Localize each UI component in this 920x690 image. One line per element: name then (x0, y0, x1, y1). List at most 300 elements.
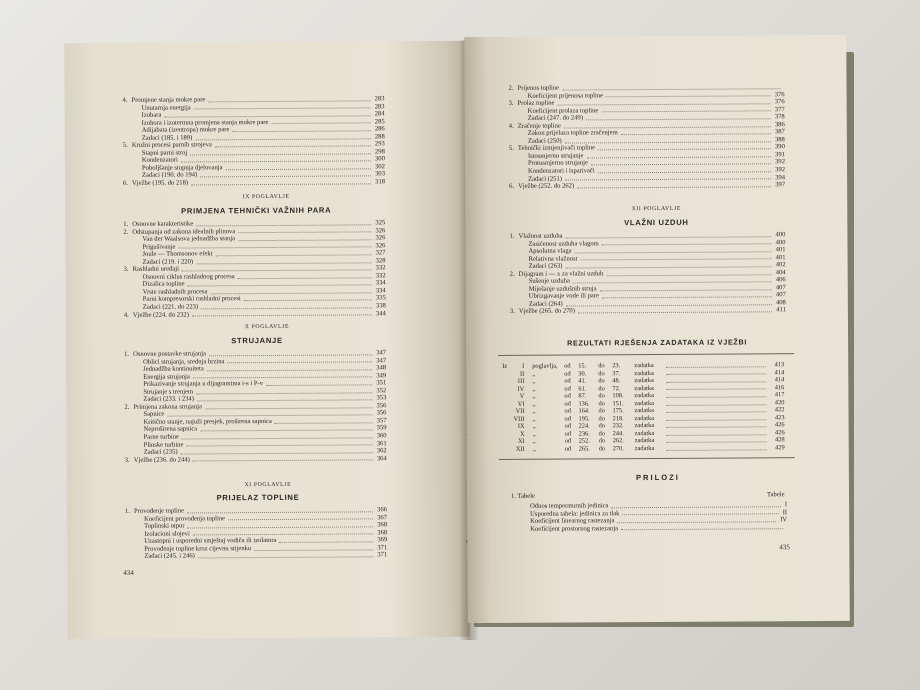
results-od: od (564, 362, 571, 370)
results-from: 164. (578, 407, 590, 415)
dot-leader (211, 292, 372, 294)
entry-page: II (782, 508, 788, 516)
dot-leader (580, 259, 771, 261)
entry-page: 371 (377, 544, 388, 552)
results-page: 416 (774, 383, 785, 391)
results-page: 426 (775, 429, 785, 437)
results-label: zadatka (634, 392, 654, 400)
results-roman: X (519, 430, 525, 438)
dot-leader (667, 427, 767, 429)
results-page: 423 (774, 414, 785, 422)
results-word: ,, (532, 415, 536, 423)
results-label: zadatka (634, 422, 655, 430)
results-word: ,, (532, 392, 536, 400)
entry-title: Prolaz topline (517, 99, 555, 107)
results-od: od (564, 430, 572, 438)
results-do: do (598, 422, 606, 430)
appendix-heading-right: Tabele (766, 491, 785, 499)
entry-page: 344 (375, 309, 386, 317)
entry-page: 334 (375, 287, 386, 295)
dot-leader (192, 315, 372, 317)
dot-leader (188, 526, 374, 528)
results-word: ,, (532, 430, 536, 438)
dot-leader (275, 422, 373, 424)
entry-page: 401 (775, 253, 786, 261)
dot-leader (238, 239, 371, 241)
dot-leader (254, 549, 373, 551)
entry-page: 407 (775, 291, 786, 299)
entry-page: 390 (774, 143, 785, 151)
results-do: do (598, 430, 606, 438)
entry-title: Vježbe (195. do 218) (132, 179, 189, 187)
results-do: do (598, 362, 605, 370)
results-label: zadatka (634, 369, 654, 377)
dot-leader (577, 186, 771, 188)
entry-title: Provođenje topline kroz cijevnu stijenku (144, 544, 252, 553)
results-do: do (598, 407, 605, 415)
dot-leader (209, 354, 372, 356)
results-roman: VI (517, 400, 525, 408)
results-from: 252. (578, 437, 590, 445)
entry-page: 332 (375, 264, 386, 272)
results-word: ,, (532, 445, 536, 453)
results-do: do (598, 384, 605, 392)
dot-leader (617, 521, 776, 523)
entry-page: 400 (775, 231, 786, 239)
entry-page: 402 (775, 261, 786, 269)
entry-title: Vježbe (265. do 270) (518, 307, 575, 316)
results-from: 87. (578, 392, 587, 400)
entry-title: Zadaci (233. i 234) (143, 395, 194, 404)
entry-page: 326 (375, 226, 386, 234)
dot-leader (205, 407, 373, 409)
dot-leader (666, 404, 766, 406)
dot-leader (227, 362, 372, 364)
dot-leader (182, 437, 373, 439)
dot-leader (666, 389, 766, 391)
toc-chapter-xii (509, 231, 786, 316)
dot-leader (232, 130, 370, 132)
entry-title: Kondenzatori (141, 156, 178, 165)
entry-title: Izolacioni slojevi (144, 530, 190, 538)
entry-title: Primjena zakona strujanja (133, 403, 202, 411)
entry-page: 356 (376, 402, 387, 410)
dot-leader (621, 133, 771, 135)
dot-leader (194, 108, 371, 110)
entry-number: 5. (508, 145, 514, 153)
entry-title: Zadaci (245. i 246) (144, 552, 195, 561)
entry-page: 368 (377, 521, 388, 529)
entry-title: Zadaci (219. i 220) (142, 258, 194, 266)
entry-page: 347 (376, 356, 387, 364)
results-page: 429 (775, 444, 785, 452)
dot-leader (611, 506, 780, 508)
entry-page: 353 (376, 394, 387, 402)
entry-number: 1. (123, 220, 129, 228)
dot-leader (193, 534, 373, 536)
dot-leader (666, 374, 766, 376)
toc-chapter-ix (123, 219, 386, 319)
chapter-xii-label: XII POGLAVLJE (631, 205, 681, 213)
left-page (64, 41, 470, 639)
entry-title: Odstupanja od zakona idealnih plinova (132, 227, 236, 236)
dot-leader (244, 300, 372, 302)
entry-page: 387 (774, 128, 785, 136)
results-word: ,, (532, 377, 536, 385)
entry-title: Izohora i izotermna promjena stanja mokre pare (141, 118, 269, 127)
entry-title: Sušenje uzduha (528, 277, 570, 286)
results-to: 37. (612, 369, 621, 377)
dot-leader (666, 396, 766, 398)
entry-title: Tehnički izmjenjivači topline (517, 144, 596, 153)
results-page: 417 (774, 391, 785, 399)
dot-leader (216, 254, 372, 256)
entry-number: 1. (509, 232, 515, 240)
entry-title: Zračenje topline (517, 122, 561, 130)
entry-page: 376 (774, 98, 785, 106)
dot-leader (201, 307, 372, 309)
entry-page: 406 (775, 276, 786, 284)
results-word: ,, (532, 370, 536, 378)
entry-title: Strujanje s trenjem (143, 388, 194, 396)
results-do: do (598, 437, 606, 445)
entry-title: Zadaci (235) (143, 448, 178, 456)
dot-leader (606, 96, 771, 98)
dot-leader (565, 179, 771, 181)
results-label: zadatka (634, 377, 654, 385)
entry-title: Jednadžba kontinuiteta (143, 365, 204, 373)
entry-number: 4. (122, 96, 128, 104)
entry-number: 4. (508, 122, 514, 130)
results-od: od (564, 392, 571, 400)
results-row (503, 444, 785, 453)
dot-leader (598, 148, 771, 150)
entry-title: Koeficijent provođenja topline (144, 514, 226, 523)
entry-number: 3. (124, 456, 130, 464)
dot-leader (271, 123, 370, 125)
dot-leader (565, 141, 771, 143)
entry-page: 327 (375, 249, 386, 257)
results-page: 428 (775, 436, 785, 444)
dot-leader (602, 244, 772, 246)
dot-leader (666, 366, 766, 368)
entry-title: Protusmjerno strujanje (527, 159, 588, 168)
entry-title: Adijabata (izentropa) mokre pare (141, 126, 230, 134)
entry-page: IV (780, 516, 788, 524)
chapter-x-title: STRUJANJE (231, 335, 283, 346)
results-do: do (598, 369, 605, 377)
dot-leader (200, 176, 371, 178)
dot-leader (623, 514, 779, 516)
results-word: ,, (532, 408, 536, 416)
dot-leader (193, 460, 373, 462)
entry-page: 325 (375, 219, 386, 227)
entry-page: 302 (375, 163, 385, 171)
results-page: 414 (774, 376, 785, 384)
entry-page: 411 (776, 306, 786, 314)
results-word: ,, (532, 400, 536, 408)
dot-leader (566, 304, 772, 306)
toc-section-top-right (509, 83, 786, 190)
dot-leader (578, 312, 772, 314)
toc-section-top-left (123, 95, 386, 187)
chapter-x-label: X POGLAVLJE (244, 323, 290, 331)
results-to: 218. (612, 415, 624, 423)
dot-leader (198, 556, 373, 558)
dot-leader (573, 281, 772, 283)
entry-page: 326 (375, 241, 386, 249)
entry-title: Unutarnja energija (141, 104, 191, 112)
dot-leader (196, 262, 371, 264)
dot-leader (181, 161, 371, 163)
dot-leader (600, 289, 772, 291)
entry-title: Istosmjerno strujanje (527, 152, 584, 160)
entry-title: Parne turbine (143, 433, 179, 441)
toc-appendix (511, 501, 787, 533)
entry-title: Vježbe (224. do 232) (132, 311, 189, 319)
chapter-ix-label: IX POGLAVLJE (242, 193, 290, 201)
results-label: zadatka (634, 429, 655, 438)
dot-leader (566, 266, 772, 268)
entry-title: Vježbe (236. do 244) (133, 456, 190, 464)
page-number-right: 435 (779, 543, 790, 552)
entry-page: 335 (375, 294, 386, 302)
entry-page: 404 (775, 268, 786, 277)
results-to: 232. (612, 422, 624, 430)
dot-leader (266, 384, 372, 386)
results-label: zadatka (634, 437, 655, 445)
entry-title: Relativna vlažnost (528, 255, 578, 263)
entry-number: 1. (125, 507, 131, 515)
entry-title: Provođenje topline (134, 507, 185, 515)
results-word: ,, (532, 385, 536, 393)
dot-leader (197, 399, 372, 401)
results-from: 195. (578, 415, 590, 423)
entry-page: 318 (375, 178, 386, 186)
entry-page: 349 (376, 371, 387, 379)
results-table (502, 361, 785, 453)
entry-title: Koeficijent prolaza topline (527, 106, 599, 115)
dot-leader (601, 111, 770, 113)
results-do: do (598, 445, 606, 453)
entry-title: Prijenos topline (517, 84, 560, 92)
dot-leader (188, 285, 372, 287)
entry-page: 364 (376, 454, 387, 462)
dot-leader (167, 415, 372, 417)
dot-leader (238, 277, 372, 279)
entry-page: 376 (774, 90, 785, 98)
entry-page: 361 (376, 439, 387, 447)
entry-title: Zadaci (263) (528, 262, 563, 270)
entry-page: 347 (376, 349, 387, 357)
dot-leader (279, 541, 373, 543)
entry-number: 5. (122, 142, 128, 150)
dot-leader (196, 392, 372, 394)
results-roman: XI (517, 438, 525, 446)
results-od: od (564, 437, 572, 446)
entry-page: 377 (774, 105, 785, 113)
results-page: 422 (774, 406, 785, 414)
results-to: 48. (612, 377, 621, 385)
entry-page: 391 (775, 151, 785, 159)
entry-number: 2. (508, 84, 514, 92)
entry-page: 386 (774, 120, 785, 129)
dot-leader (181, 452, 373, 454)
entry-title: Kružni procesi parnih strojeva (131, 141, 212, 150)
results-page: 413 (774, 361, 785, 369)
entry-title: Zadaci (247. do 249) (527, 114, 584, 122)
entry-page: 334 (375, 279, 386, 287)
toc-chapter-x (124, 349, 387, 464)
dot-leader (667, 442, 767, 444)
entry-page: 338 (375, 302, 386, 310)
entry-title: Dizalica topline (142, 280, 185, 289)
results-od: od (564, 385, 571, 393)
entry-title: Stapni parni stroj (141, 149, 188, 157)
entry-number: 4. (123, 311, 129, 319)
dot-leader (566, 236, 772, 238)
toc-chapter-xi (125, 506, 387, 560)
entry-page: 326 (375, 234, 386, 242)
results-label: zadatka (634, 445, 655, 453)
entry-page: 408 (775, 299, 786, 307)
results-od: od (564, 415, 571, 423)
right-page (464, 35, 850, 623)
results-to: 175. (612, 407, 624, 415)
entry-number: 2. (509, 270, 515, 278)
entry-title: Osnovne karakteristike (132, 220, 194, 228)
dot-leader (606, 274, 771, 276)
entry-title: Uzastopni i usporedni smještaj vodiča ili izolatora (144, 537, 277, 545)
entry-page: 284 (374, 110, 385, 118)
entry-page: 303 (375, 170, 386, 178)
results-do: do (598, 377, 605, 385)
results-rule-top (498, 353, 794, 356)
entry-title: Odnos temperaturnih jedinica (530, 502, 609, 510)
results-word: ,, (532, 438, 536, 446)
entry-title: Zadaci (190. do 194) (141, 171, 198, 180)
entry-title: Dijagram i — x za vlažni uzduh (518, 270, 604, 278)
entry-title: Osnovne postavke strujanja (133, 350, 206, 358)
results-label: zadatka (634, 399, 654, 407)
results-rule-bottom (499, 457, 795, 460)
results-od: od (564, 422, 572, 430)
entry-number: 3. (123, 266, 129, 274)
chapter-ix-title: PRIMJENA TEHNIČKI VAŽNIH PARA (181, 205, 332, 216)
toc-entry (510, 307, 786, 316)
results-do: do (598, 392, 605, 400)
entry-title: Zakon prijelaza topline zračenjem (527, 129, 618, 138)
entry-page: 367 (377, 513, 388, 521)
toc-subentry (125, 552, 387, 561)
results-roman: II (519, 370, 525, 378)
toc-entry (123, 178, 385, 187)
entry-title: Kritično stanje, najuži presjek, proširena sapnica (143, 417, 272, 426)
dot-leader (238, 232, 371, 234)
appendix-title: PRILOZI (635, 472, 680, 483)
results-word: ,, (532, 423, 536, 431)
dot-leader (186, 445, 372, 447)
entry-title: Neproširena sapnica (143, 425, 198, 434)
results-from: 136. (578, 400, 590, 408)
entry-title: Parni kompresorski rashladni procesi (142, 295, 241, 304)
entry-page: 392 (775, 166, 786, 174)
entry-title: Zadaci (185. i 189) (141, 134, 193, 142)
results-to: 108. (612, 392, 624, 400)
entry-title: Sapnice (143, 411, 165, 419)
entry-title: Izobara (141, 111, 162, 119)
entry-title: Kondenzatori i isparivači (528, 167, 595, 175)
entry-page: 352 (376, 387, 387, 395)
dot-leader (182, 269, 372, 271)
results-label: zadatka (634, 384, 654, 392)
results-roman: XII (515, 445, 525, 453)
page-number-left: 434 (123, 568, 134, 577)
entry-page: 328 (375, 257, 386, 265)
results-title: REZULTATI RJEŠENJA ZADATAKA IZ VJEŽBI (567, 337, 748, 348)
results-to: 151. (612, 399, 624, 408)
dot-leader (187, 511, 373, 513)
dot-leader (178, 247, 371, 249)
dot-leader (200, 430, 372, 432)
entry-title: Koeficijent prijenosa topline (527, 91, 604, 100)
dot-leader (586, 118, 771, 120)
toc-entry (509, 181, 785, 190)
dot-leader (667, 434, 767, 436)
dot-leader (591, 164, 771, 166)
entry-title: Koeficijent prostornog rastezanja (530, 524, 619, 533)
entry-title: Vježbe (252. do 262) (518, 182, 575, 190)
results-od: od (564, 377, 571, 385)
entry-title: Zadaci (221. do 223) (142, 303, 199, 311)
results-roman: IX (517, 423, 525, 431)
results-from: 265. (578, 445, 590, 453)
entry-number: 2. (124, 403, 130, 411)
results-od: od (564, 370, 571, 378)
dot-leader (667, 449, 767, 451)
entry-title: Plinske turbine (143, 441, 184, 449)
entry-title: Van der Waalsova jednadžba stanja (142, 235, 236, 243)
dot-leader (164, 115, 370, 117)
results-from: 30. (578, 369, 587, 378)
entry-number: 3. (508, 99, 514, 107)
dot-leader (586, 156, 771, 158)
entry-page: 392 (775, 158, 786, 166)
results-roman: V (519, 392, 525, 401)
entry-number: 3. (509, 308, 515, 316)
results-label: zadatka (634, 362, 654, 370)
entry-page: 300 (374, 155, 385, 163)
results-to: 262. (612, 437, 624, 445)
results-to: 244. (612, 430, 624, 438)
entry-title: Koeficijent linearnog rastezanja (530, 517, 615, 525)
results-roman: VIII (513, 415, 525, 423)
chapter-xii-title: VLAŽNI UZDUH (624, 217, 689, 228)
results-label: zadatka (634, 407, 655, 415)
entry-page: 394 (775, 173, 786, 181)
entry-page: 332 (375, 272, 386, 280)
dot-leader (667, 419, 767, 421)
entry-page: 371 (377, 551, 388, 559)
dot-leader (667, 411, 767, 413)
appendix-heading-left: 1. Tabele (510, 492, 535, 500)
entry-title: Zasićenost uzduha vlagom (528, 239, 599, 248)
dot-leader (190, 153, 371, 155)
results-roman: IV (517, 385, 525, 393)
entry-title: Apsolutna vlaga (528, 247, 572, 255)
entry-title: Osnovni ciklus rashladnog procesa (142, 273, 235, 281)
dot-leader (215, 145, 371, 147)
